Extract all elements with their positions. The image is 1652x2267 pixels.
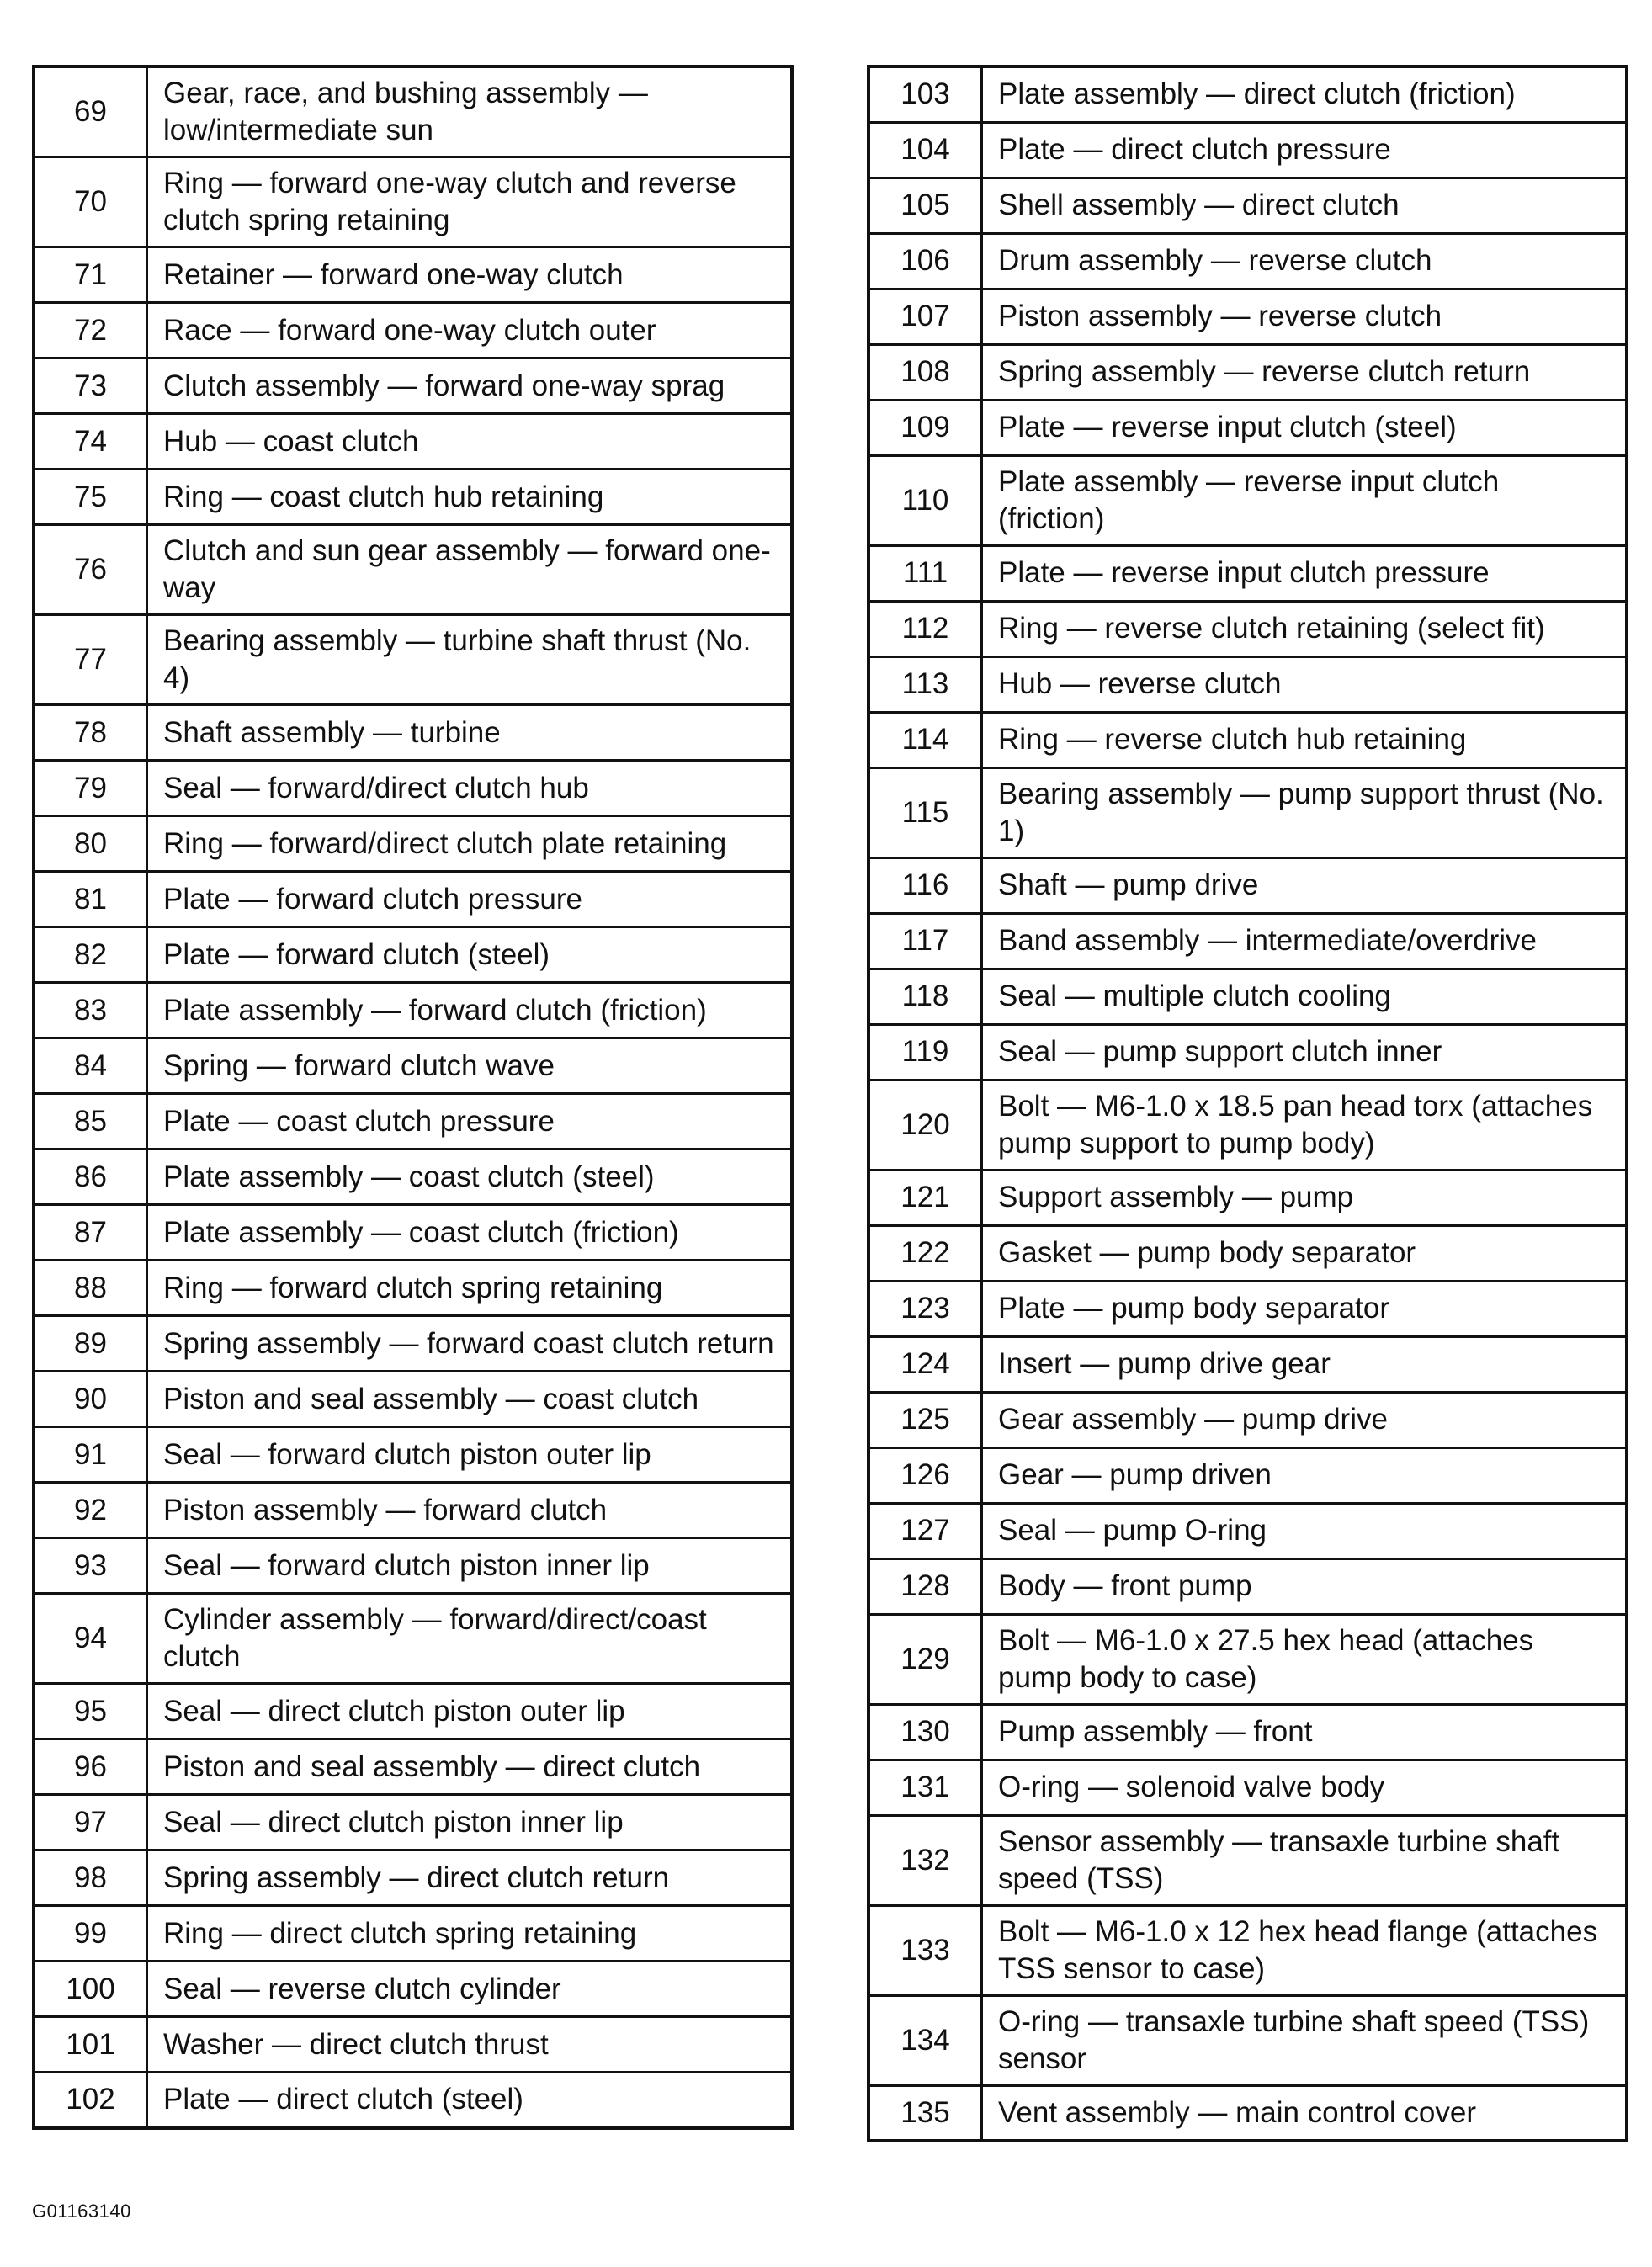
table-row [868, 455, 1627, 545]
part-description: Bearing assembly — turbine shaft thrust (No. 4) [147, 615, 793, 705]
table-row [868, 712, 1627, 767]
part-number: 86 [34, 1149, 147, 1205]
table-row [868, 233, 1627, 289]
part-number: 124 [868, 1336, 982, 1392]
table-row [34, 1739, 792, 1795]
part-number: 79 [34, 761, 147, 816]
table-row [868, 1760, 1627, 1815]
table-row [34, 1906, 792, 1962]
table-row [34, 2017, 792, 2073]
table-row [868, 1704, 1627, 1760]
part-number: 72 [34, 303, 147, 358]
part-number: 88 [34, 1261, 147, 1316]
table-row [868, 545, 1627, 601]
part-number: 135 [868, 2085, 982, 2141]
part-description: Vent assembly — main control cover [982, 2085, 1628, 2141]
part-description: Piston and seal assembly — coast clutch [147, 1372, 793, 1427]
part-description: Bolt — M6-1.0 x 27.5 hex head (attaches pump body to case) [982, 1614, 1628, 1704]
table-row [34, 761, 792, 816]
part-description: Seal — reverse clutch cylinder [147, 1962, 793, 2017]
part-number: 118 [868, 969, 982, 1024]
table-row [34, 1261, 792, 1316]
table-row [34, 1149, 792, 1205]
part-number: 134 [868, 1995, 982, 2085]
part-number: 97 [34, 1795, 147, 1850]
table-row [868, 1503, 1627, 1558]
table-row [868, 1447, 1627, 1503]
table-row [34, 358, 792, 414]
part-number: 125 [868, 1392, 982, 1447]
part-description: Bolt — M6-1.0 x 18.5 pan head torx (attaches pump support to pump body) [982, 1080, 1628, 1170]
table-row [34, 303, 792, 358]
part-number: 74 [34, 414, 147, 470]
part-description: Body — front pump [982, 1558, 1628, 1614]
part-description: Plate — coast clutch pressure [147, 1094, 793, 1149]
part-number: 87 [34, 1205, 147, 1261]
table-row [34, 1850, 792, 1906]
table-row [868, 969, 1627, 1024]
part-number: 117 [868, 913, 982, 969]
part-description: Spring assembly — forward coast clutch return [147, 1316, 793, 1372]
part-number: 121 [868, 1170, 982, 1225]
table-row [868, 857, 1627, 913]
table-row [34, 470, 792, 525]
part-number: 85 [34, 1094, 147, 1149]
table-row [34, 1684, 792, 1739]
part-description: Clutch and sun gear assembly — forward one-way [147, 525, 793, 615]
table-row [868, 1170, 1627, 1225]
part-description: Ring — coast clutch hub retaining [147, 470, 793, 525]
table-row [868, 1024, 1627, 1080]
table-row [868, 1614, 1627, 1704]
part-number: 102 [34, 2073, 147, 2128]
part-number: 126 [868, 1447, 982, 1503]
table-row [868, 178, 1627, 233]
table-row [868, 66, 1627, 122]
part-description: Support assembly — pump [982, 1170, 1628, 1225]
part-description: Spring — forward clutch wave [147, 1038, 793, 1094]
part-number: 94 [34, 1594, 147, 1684]
table-row [868, 767, 1627, 857]
table-row [34, 66, 792, 157]
parts-table-right [867, 65, 1628, 2142]
part-number: 69 [34, 66, 147, 157]
table-row [868, 1336, 1627, 1392]
table-row [34, 157, 792, 247]
part-number: 114 [868, 712, 982, 767]
part-description: Gear assembly — pump drive [982, 1392, 1628, 1447]
part-number: 83 [34, 983, 147, 1038]
part-number: 76 [34, 525, 147, 615]
table-row [34, 1038, 792, 1094]
part-number: 108 [868, 344, 982, 400]
table-row [34, 705, 792, 761]
parts-table-left-body [34, 66, 792, 2128]
table-row [34, 414, 792, 470]
table-row [868, 656, 1627, 712]
part-description: Plate — direct clutch pressure [982, 122, 1628, 178]
part-description: Plate — reverse input clutch pressure [982, 545, 1628, 601]
part-description: Spring assembly — direct clutch return [147, 1850, 793, 1906]
figure-id: G01163140 [32, 2201, 131, 2222]
part-description: Seal — multiple clutch cooling [982, 969, 1628, 1024]
table-row [34, 1316, 792, 1372]
table-row [34, 1094, 792, 1149]
part-description: Cylinder assembly — forward/direct/coast clutch [147, 1594, 793, 1684]
part-number: 130 [868, 1704, 982, 1760]
parts-table-right-body [868, 66, 1627, 2141]
table-row [34, 1795, 792, 1850]
table-row [868, 1392, 1627, 1447]
part-description: Clutch assembly — forward one-way sprag [147, 358, 793, 414]
part-description: Bolt — M6-1.0 x 12 hex head flange (attaches TSS sensor to case) [982, 1905, 1628, 1995]
part-description: Ring — forward one-way clutch and reverse clutch spring retaining [147, 157, 793, 247]
part-number: 104 [868, 122, 982, 178]
table-row [34, 525, 792, 615]
part-number: 80 [34, 816, 147, 872]
part-description: Washer — direct clutch thrust [147, 2017, 793, 2073]
part-number: 109 [868, 400, 982, 455]
part-description: Gasket — pump body separator [982, 1225, 1628, 1281]
part-number: 128 [868, 1558, 982, 1614]
table-row [868, 913, 1627, 969]
part-description: Seal — pump O-ring [982, 1503, 1628, 1558]
part-description: Plate assembly — reverse input clutch (friction) [982, 455, 1628, 545]
part-number: 123 [868, 1281, 982, 1336]
part-number: 106 [868, 233, 982, 289]
table-row [34, 1483, 792, 1538]
part-number: 91 [34, 1427, 147, 1483]
part-number: 101 [34, 2017, 147, 2073]
part-description: Piston assembly — forward clutch [147, 1483, 793, 1538]
part-number: 92 [34, 1483, 147, 1538]
part-number: 131 [868, 1760, 982, 1815]
table-row [868, 1995, 1627, 2085]
part-number: 133 [868, 1905, 982, 1995]
part-description: Gear — pump driven [982, 1447, 1628, 1503]
part-number: 81 [34, 872, 147, 927]
table-row [34, 615, 792, 705]
part-number: 77 [34, 615, 147, 705]
part-number: 115 [868, 767, 982, 857]
part-description: Ring — reverse clutch retaining (select fit) [982, 601, 1628, 656]
part-number: 116 [868, 857, 982, 913]
part-description: Retainer — forward one-way clutch [147, 247, 793, 303]
part-number: 129 [868, 1614, 982, 1704]
part-description: Plate assembly — forward clutch (friction) [147, 983, 793, 1038]
part-number: 120 [868, 1080, 982, 1170]
part-number: 78 [34, 705, 147, 761]
part-description: Ring — direct clutch spring retaining [147, 1906, 793, 1962]
table-row [34, 872, 792, 927]
table-row [34, 1427, 792, 1483]
table-row [868, 1080, 1627, 1170]
part-description: Band assembly — intermediate/overdrive [982, 913, 1628, 969]
table-row [34, 983, 792, 1038]
part-description: Plate — direct clutch (steel) [147, 2073, 793, 2128]
part-number: 100 [34, 1962, 147, 2017]
table-row [868, 289, 1627, 344]
table-row [868, 1281, 1627, 1336]
part-number: 84 [34, 1038, 147, 1094]
part-number: 71 [34, 247, 147, 303]
part-description: Seal — pump support clutch inner [982, 1024, 1628, 1080]
table-row [34, 1538, 792, 1594]
part-number: 75 [34, 470, 147, 525]
part-description: Plate assembly — direct clutch (friction) [982, 66, 1628, 122]
part-description: Plate — forward clutch pressure [147, 872, 793, 927]
part-description: Hub — reverse clutch [982, 656, 1628, 712]
part-description: Pump assembly — front [982, 1704, 1628, 1760]
part-description: Piston assembly — reverse clutch [982, 289, 1628, 344]
part-number: 89 [34, 1316, 147, 1372]
part-description: Gear, race, and bushing assembly — low/intermediate sun [147, 66, 793, 157]
table-row [868, 1905, 1627, 1995]
table-row [868, 122, 1627, 178]
table-row [868, 1815, 1627, 1905]
part-description: Seal — direct clutch piston inner lip [147, 1795, 793, 1850]
part-description: Shaft — pump drive [982, 857, 1628, 913]
part-description: Plate — forward clutch (steel) [147, 927, 793, 983]
table-row [34, 1594, 792, 1684]
table-row [34, 927, 792, 983]
table-row [868, 344, 1627, 400]
part-description: Seal — forward clutch piston outer lip [147, 1427, 793, 1483]
part-description: Seal — forward clutch piston inner lip [147, 1538, 793, 1594]
part-description: Plate assembly — coast clutch (steel) [147, 1149, 793, 1205]
part-description: O-ring — solenoid valve body [982, 1760, 1628, 1815]
part-number: 105 [868, 178, 982, 233]
part-description: Insert — pump drive gear [982, 1336, 1628, 1392]
part-number: 82 [34, 927, 147, 983]
part-description: Ring — reverse clutch hub retaining [982, 712, 1628, 767]
part-number: 112 [868, 601, 982, 656]
part-description: Spring assembly — reverse clutch return [982, 344, 1628, 400]
part-number: 110 [868, 455, 982, 545]
part-description: Piston and seal assembly — direct clutch [147, 1739, 793, 1795]
table-row [868, 1558, 1627, 1614]
part-description: Plate assembly — coast clutch (friction) [147, 1205, 793, 1261]
table-row [34, 1372, 792, 1427]
part-number: 70 [34, 157, 147, 247]
table-row [868, 601, 1627, 656]
table-row [868, 2085, 1627, 2141]
table-row [34, 1962, 792, 2017]
part-description: Bearing assembly — pump support thrust (No. 1) [982, 767, 1628, 857]
part-number: 93 [34, 1538, 147, 1594]
part-number: 119 [868, 1024, 982, 1080]
table-row [34, 2073, 792, 2128]
parts-table-left [32, 65, 794, 2130]
part-number: 127 [868, 1503, 982, 1558]
part-description: Shell assembly — direct clutch [982, 178, 1628, 233]
part-description: Seal — direct clutch piston outer lip [147, 1684, 793, 1739]
part-description: Sensor assembly — transaxle turbine shaft speed (TSS) [982, 1815, 1628, 1905]
part-description: Race — forward one-way clutch outer [147, 303, 793, 358]
part-number: 122 [868, 1225, 982, 1281]
part-description: Ring — forward/direct clutch plate retaining [147, 816, 793, 872]
part-number: 132 [868, 1815, 982, 1905]
part-number: 73 [34, 358, 147, 414]
part-number: 111 [868, 545, 982, 601]
part-number: 90 [34, 1372, 147, 1427]
part-number: 99 [34, 1906, 147, 1962]
part-description: Seal — forward/direct clutch hub [147, 761, 793, 816]
table-row [868, 400, 1627, 455]
part-number: 95 [34, 1684, 147, 1739]
table-row [34, 1205, 792, 1261]
part-number: 98 [34, 1850, 147, 1906]
table-row [34, 247, 792, 303]
part-description: Hub — coast clutch [147, 414, 793, 470]
table-row [34, 816, 792, 872]
part-number: 113 [868, 656, 982, 712]
part-description: Plate — pump body separator [982, 1281, 1628, 1336]
part-description: Ring — forward clutch spring retaining [147, 1261, 793, 1316]
part-description: O-ring — transaxle turbine shaft speed (TSS) sensor [982, 1995, 1628, 2085]
part-description: Plate — reverse input clutch (steel) [982, 400, 1628, 455]
part-number: 96 [34, 1739, 147, 1795]
part-number: 107 [868, 289, 982, 344]
part-number: 103 [868, 66, 982, 122]
part-description: Shaft assembly — turbine [147, 705, 793, 761]
part-description: Drum assembly — reverse clutch [982, 233, 1628, 289]
table-row [868, 1225, 1627, 1281]
